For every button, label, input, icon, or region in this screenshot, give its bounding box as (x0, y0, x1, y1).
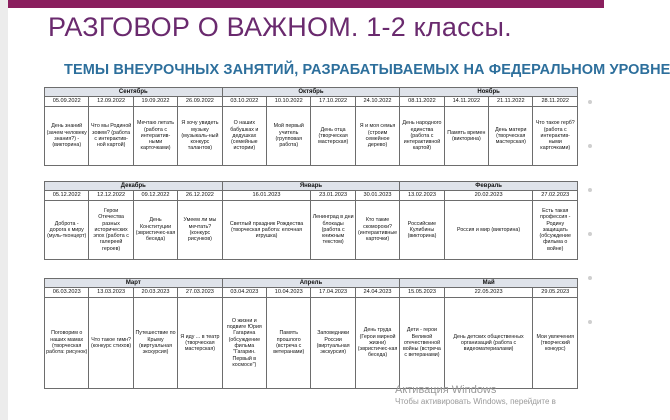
topic-cell: Российские Кулибины (викторина) (400, 201, 444, 260)
date-row (45, 288, 578, 298)
topic-cell: Мой первый учитель (групповая работа) (267, 107, 311, 166)
topic-cell: День детских общественных организаций (работа с видеоматериалами) (444, 298, 533, 389)
month-header: Май (400, 279, 578, 288)
month-header-row (45, 279, 578, 288)
date-cell: 14.11.2022 (444, 97, 488, 107)
left-side-bar (0, 0, 8, 420)
watermark-line-1: Активация Windows (395, 384, 497, 396)
topic-cell: Путешествие по Крыму (виртуальная экскурсия) (133, 298, 177, 389)
date-cell: 27.02.2023 (533, 191, 578, 201)
month-header-row (45, 182, 578, 191)
topic-cell: Светлый праздник Рождества (творческая работа: елочная игрушка) (222, 201, 311, 260)
date-cell: 12.09.2022 (89, 97, 133, 107)
month-header: Сентябрь (45, 88, 223, 97)
month-header: Февраль (400, 182, 578, 191)
date-cell: 29.05.2023 (533, 288, 578, 298)
topic-cell: Что такое герб? (работа с интерактив-ными карточками) (533, 107, 578, 166)
topic-cell: О наших бабушках и дедушках (семейные истории) (222, 107, 266, 166)
topic-row (45, 201, 578, 260)
date-row (45, 97, 578, 107)
date-cell: 21.11.2022 (489, 97, 533, 107)
topic-cell: День народного единства (работа с интерактивной картой) (400, 107, 444, 166)
month-header: Апрель (222, 279, 400, 288)
topic-cell: Заповедники России (виртуальная экскурсия) (311, 298, 355, 389)
topic-cell: Мои увлечения (творческий конкурс) (533, 298, 578, 389)
top-accent-bar (0, 0, 604, 8)
date-cell: 03.04.2023 (222, 288, 266, 298)
slide-nav-dots (588, 100, 598, 324)
date-row (45, 191, 578, 201)
month-header: Март (45, 279, 223, 288)
date-cell: 24.10.2022 (355, 97, 399, 107)
month-header: Ноябрь (400, 88, 578, 97)
date-cell: 06.03.2023 (45, 288, 89, 298)
topic-cell: Память прошлого (встреча с ветеранами) (267, 298, 311, 389)
date-cell: 30.01.2023 (355, 191, 399, 201)
topic-cell: День труда (Герои мирной жизни) (эвристичес-кая беседа) (355, 298, 399, 389)
topic-cell: Умеем ли мы мечтать? (конкурс рисунков) (178, 201, 222, 260)
topic-cell: О жизни и подвиге Юрия Гагарина (обсуждение фильма "Гагарин. Первый в космосе") (222, 298, 266, 389)
topic-cell: Россия и мир (викторина) (444, 201, 533, 260)
date-cell: 16.01.2023 (222, 191, 311, 201)
month-header: Январь (222, 182, 400, 191)
date-cell: 13.03.2023 (89, 288, 133, 298)
topic-cell: Я и моя семья (строим семейное дерево) (355, 107, 399, 166)
topic-cell: Дети - герои Великой отечественной войны (встреча с ветеранами) (400, 298, 444, 389)
date-cell: 13.02.2023 (400, 191, 444, 201)
date-cell: 05.12.2022 (45, 191, 89, 201)
date-cell: 10.10.2022 (267, 97, 311, 107)
date-cell: 23.01.2023 (311, 191, 355, 201)
month-header: Декабрь (45, 182, 223, 191)
date-cell: 20.03.2023 (133, 288, 177, 298)
topic-row (45, 107, 578, 166)
topic-cell: Мечтаю летать (работа с интерактив-ными карточками) (133, 107, 177, 166)
topic-cell: День отца (творческая мастерская) (311, 107, 355, 166)
topic-cell: Что мы Родиной зовем? (работа с интерактив-ной картой) (89, 107, 133, 166)
date-cell: 20.02.2023 (444, 191, 533, 201)
date-cell: 09.12.2022 (133, 191, 177, 201)
date-cell: 12.12.2022 (89, 191, 133, 201)
date-cell: 27.03.2023 (178, 288, 222, 298)
schedule-table-spring (44, 278, 578, 389)
date-cell: 22.05.2023 (444, 288, 533, 298)
topic-cell: Память времен (викторина) (444, 107, 488, 166)
watermark-line-2: Чтобы активировать Windows, перейдите в (395, 397, 556, 406)
topic-cell: Есть такая профессия - Родину защищать (обсуждение фильма о войне) (533, 201, 578, 260)
topic-cell: Доброта - дорога к миру (муль-тконцерт) (45, 201, 89, 260)
date-cell: 17.04.2023 (311, 288, 355, 298)
date-cell: 08.11.2022 (400, 97, 444, 107)
topic-cell: День знаний (зачем человеку знания?) - (викторина) (45, 107, 89, 166)
topic-cell: Ленинград в дни блокады (работа с книжным текстом) (311, 201, 355, 260)
page-subtitle: ТЕМЫ ВНЕУРОЧНЫХ ЗАНЯТИЙ, РАЗРАБАТЫВАЕМЫХ НА ФЕДЕРАЛЬНОМ УРОВНЕ (64, 62, 670, 78)
date-cell: 24.04.2023 (355, 288, 399, 298)
schedule-table-winter (44, 181, 578, 260)
date-cell: 26.09.2022 (178, 97, 222, 107)
topic-row (45, 298, 578, 389)
topic-cell: Герои Отечества разных исторических эпох (работа с галереей героев) (89, 201, 133, 260)
topic-cell: Кто такие скоморохи? (интерактивные карточки) (355, 201, 399, 260)
topic-cell: Поговорим о наших мамах (творческая работа: рисунок) (45, 298, 89, 389)
date-cell: 05.09.2022 (45, 97, 89, 107)
date-cell: 26.12.2022 (178, 191, 222, 201)
topic-cell: Я хочу увидеть музыку (музыкаль-ный конкурс талантов) (178, 107, 222, 166)
page-title: РАЗГОВОР О ВАЖНОМ. 1-2 классы. (48, 12, 512, 42)
date-cell: 19.09.2022 (133, 97, 177, 107)
windows-activation-watermark (395, 384, 556, 406)
date-cell: 03.10.2022 (222, 97, 266, 107)
date-cell: 17.10.2022 (311, 97, 355, 107)
topic-cell: Что такое гимн? (конкурс стихов) (89, 298, 133, 389)
topic-cell: День Конституции (эвристичес-кая беседа) (133, 201, 177, 260)
date-cell: 28.11.2022 (533, 97, 578, 107)
topic-cell: День матери (творческая мастерская) (489, 107, 533, 166)
schedule-table-autumn (44, 87, 578, 166)
month-header-row (45, 88, 578, 97)
date-cell: 10.04.2023 (267, 288, 311, 298)
month-header: Октябрь (222, 88, 400, 97)
topic-cell: Я иду ... в театр (творческая мастерская) (178, 298, 222, 389)
date-cell: 15.05.2023 (400, 288, 444, 298)
